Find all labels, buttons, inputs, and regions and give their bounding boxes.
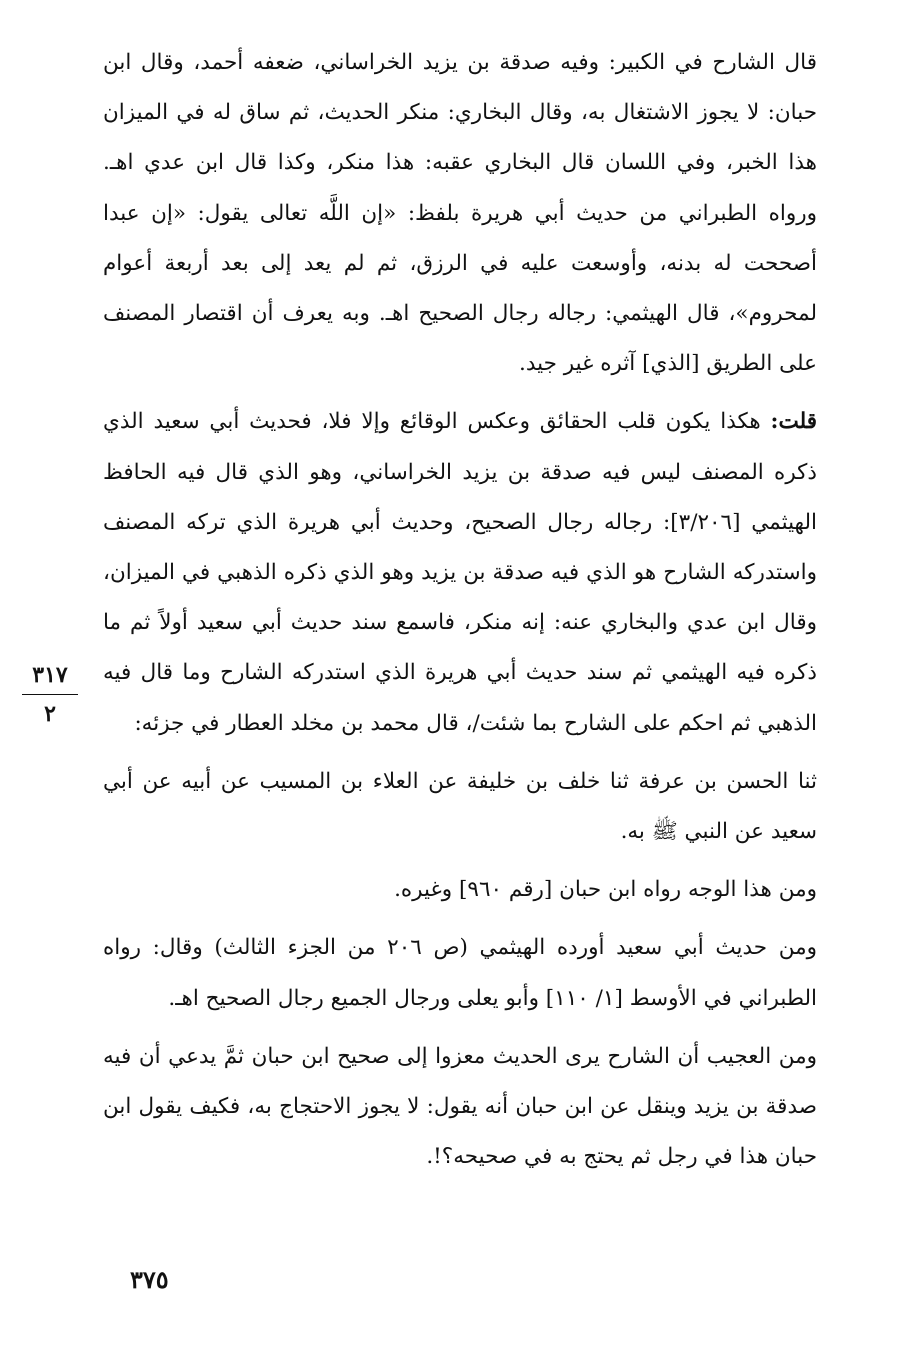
page-number: ٣٧٥ <box>130 1265 169 1294</box>
paragraph-6: ومن العجيب أن الشارح يرى الحديث معزوا إلى صحيح ابن حبان ثمَّ يدعي أن فيه صدقة بن يزيد وينقل عن ابن حبان أنه يقول: لا يجوز الاحتجاج به، فكيف يقول ابن حبان هذا في رجل ثم يحتج به في صحيحه؟!. <box>103 1043 817 1170</box>
paragraph-2 <box>103 397 817 748</box>
qult-label: قلت: <box>770 409 817 435</box>
paragraph-3: ثنا الحسن بن عرفة ثنا خلف بن خليفة عن العلاء بن المسيب عن أبيه عن أبي سعيد عن النبي ﷺ به. <box>103 768 817 845</box>
margin-ref-top: ٣١٧ <box>32 662 68 688</box>
paragraph-2-text: هكذا يكون قلب الحقائق وعكس الوقائع وإلا فلا، فحديث أبي سعيد الذي ذكره المصنف ليس فيه صدقة بن يزيد الخراساني، وهو الذي قال فيه الحافظ الهيثمي [٣/٢٠٦]: رجاله رجال الصحيح، وحديث أبي هريرة الذي تركه المصنف واستدركه الشارح هو الذي فيه صدقة بن يزيد وهو الذي ذكره الذهبي في الميزان، وقال ابن عدي والبخاري عنه: إنه منكر، فاسمع سند حديث أبي سعيد أولاً ثم ما ذكره فيه الهيثمي ثم سند حديث أبي هريرة الذي استدركه الشارح وما قال فيه الذهبي ثم احكم على الشارح بما شئت/، قال محمد بن مخلد العطار في جزئه: <box>103 409 817 736</box>
main-text <box>103 38 817 1190</box>
margin-ref-bottom: ٢ <box>44 701 56 727</box>
paragraph-5: ومن حديث أبي سعيد أورده الهيثمي (ص ٢٠٦ من الجزء الثالث) وقال: رواه الطبراني في الأوسط [١/ ١١٠] وأبو يعلى ورجال الجميع رجال الصحيح اهـ. <box>103 935 817 1011</box>
margin-reference <box>20 660 80 729</box>
paragraph-1: قال الشارح في الكبير: وفيه صدقة بن يزيد الخراساني، ضعفه أحمد، وقال ابن حبان: لا يجوز الاشتغال به، وقال البخاري: منكر الحديث، ثم ساق له في الميزان هذا الخبر، وفي اللسان قال البخاري عقبه: هذا منكر، وكذا قال ابن عدي اهـ. ورواه الطبراني من حديث أبي هريرة بلفظ: «إن اللَّه تعالى يقول: «إن عبدا أصححت له بدنه، وأوسعت عليه في الرزق، ثم لم يعد إلى بعد أربعة أعوام لمحروم»، قال الهيثمي: رجاله رجال الصحيح اهـ. وبه يعرف أن اقتصار المصنف على الطريق [الذي] آثره غير جيد. <box>103 50 817 377</box>
margin-ref-divider <box>22 694 78 695</box>
paragraph-4: ومن هذا الوجه رواه ابن حبان [رقم ٩٦٠] وغيره. <box>394 877 817 903</box>
